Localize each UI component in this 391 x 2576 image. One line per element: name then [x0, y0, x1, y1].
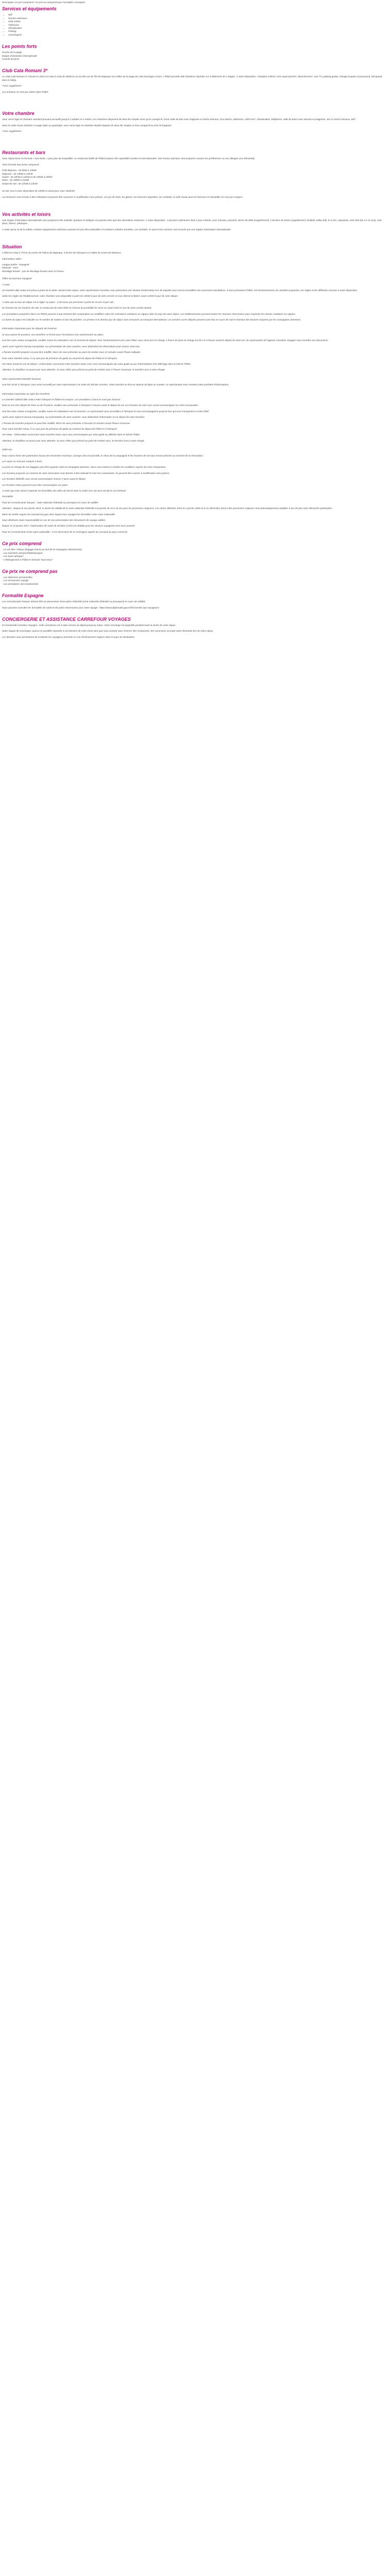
paragraph: Après avoir rejoint le bureau Europeaba, sur présentation de votre voucher, vous obtiendrez les informations pour trouver votre bus. [2, 345, 140, 348]
prix-ne-comprend-section [2, 569, 389, 586]
paragraph: Nous déclinons toute responsabilité en cas de non-présentation des documents de voyage valides. [2, 519, 106, 522]
paragraph: Votre représentant Mondial Tourisme [2, 377, 41, 380]
list-item: • Climatisation [8, 27, 389, 30]
list-item: - Les transferts aéroport/hôtel/aéroport [2, 551, 43, 554]
list-item: • Club enfant [8, 20, 389, 23]
paragraph: À noter que vous devez respecter les formalités des villes de transit dans le cadre d'un vol avec escale le cas échéant. [2, 489, 126, 493]
paragraph: La prise en charge de vos bagages peut être payante selon la compagnie aérienne. Nous vous invitons à vérifier les conditions auprès de votre transporteur. [2, 466, 167, 469]
paragraph: Le transfert collectif aller-retour entre l'aéroport et l'hôtel est compris. Les prestations à bord ne sont pas incluses. [2, 398, 121, 401]
paragraph: À noter qu'au vu de la météo, certains équipements extérieurs peuvent ne pas être praticables et certaines activités annulées. Les activités, le sport et les services sont assurés par une équipe d'animation internationale. [2, 228, 232, 231]
paragraph: Le Club Cala Romani 3* rénové en 2023 est situé à Cala de Mallorca sur la côte est de l'île de Majorque et à 65km de la plage de Cala Domingos Grans. L'hôtel possède 206 chambres réparties sur 3 bâtiments de 4 étages. À votre disposition : réception 24h/24, mini-supermarché*, blanchisserie*, coin TV, parking gratuit, change (espace et passeurs), wifi gratuit dans le lobby. [2, 75, 382, 81]
paragraph: Vous séjournerez en formule « tout inclus » pour plus de tranquillité. Le restaurant buffet de l'hôtel propose des spécialités locales et internationales. Des menus spéciaux sont proposés suivant vos préférences ou vos allergies (sur demande). [2, 157, 255, 160]
paragraph: Vol retour : l'information concernant votre transfert retour vous sera communiquée par votre guide ou affichée dans le hall de l'hôtel. [2, 433, 140, 436]
list-item: - Le vol Aller / Retour (bagage inclus) au tarif de la compagnie sélectionnée) [2, 548, 82, 551]
paragraph: Formalités [2, 495, 13, 498]
fact-line: Office du tourisme espagnol [2, 277, 32, 280]
paragraph: Les ressortissants français doivent être en possession d'une pièce d'identité (carte nationale d'identité ou passeport) en cours de validité. [2, 600, 146, 603]
list-item: • Parking [8, 30, 389, 33]
paragraph: Un bar sera à votre disposition de 10h00 à minuit pour vous rafraîchir. [2, 190, 76, 193]
paragraph: Une fois votre voiture enregistrée, veuillez suivre les indications vers le terminal. Le représentant vous accueillera à l'aéroport et vous accompagnera jusqu'au bus qui vous transportera à votre hôtel. [2, 410, 209, 413]
activites-section [2, 212, 389, 231]
restaurants-title: Restaurants et bars [2, 150, 46, 156]
prix-ne-comprend-title: Ce prix ne comprend pas [2, 568, 58, 574]
club-section [2, 68, 389, 94]
list-item: - Les dépenses personnelles [2, 575, 32, 579]
list-item: - Les taxes aéroport [2, 555, 23, 558]
intro-tabs: Description Ce prix comprend / Ce prix ne comprend pas Formalités Consignes [2, 1, 86, 4]
club-title: Club Cala Romani 3* [2, 68, 48, 74]
paragraph: Pour les ressortissants français : carte nationale d'identité ou passeport en cours de validité. [2, 501, 99, 504]
list-item: - Les prestations non mentionnées [2, 582, 39, 585]
page [0, 0, 391, 650]
prix-comprend-title: Ce prix comprend [2, 541, 42, 547]
paragraph: L'hôtel est situé à 70 km du centre de Palma de Majorque, à 65 km de l'aéroport et à 50km du centre de Manacor. [2, 251, 122, 255]
paragraph: Les animaux ne sont pas admis dans l'hôtel. [2, 90, 49, 93]
paragraph: Attention, le chauffeur ne pourra pas vous attendre. Si vous n'êtes pas présent au point de rendez-vous, le transfert sera à votre charge. [2, 439, 145, 442]
paragraph: Après avoir rejoint le bureau Europeaba, sur présentation de votre voucher, vous obtiendrez l'information sur le départ de votre transfert. [2, 416, 145, 419]
paragraph: En Exclusivité Carrefour Voyages. Cette assistance est à votre service du départ jusqu'au retour. Votre concierge est joignable pendant toute la durée de votre séjour. [2, 623, 176, 626]
restaurants-section [2, 150, 389, 199]
paragraph: Les prestations proposées dans ces hôtels peuvent à tout moment être suspendues ou modifiées selon les restrictions sanitaires en vigueur dans le pays de votre séjour. Les établissements prennent toutes les mesures nécessaires pour respecter les normes sanitaires en vigueur. [2, 312, 296, 315]
conciergerie-section [2, 617, 389, 639]
paragraph: Une fois votre voiture enregistrée, veuillez suivre les indications vers le terminal de départ. Pour l'acheminement vers votre hôtel, vous serez pris en charge. L'heure de prise en charge est de 3 à 4 heures avant le départ de votre vol. Un représentant de l'agence Carrefour Voyages vous remettra vos documents. [2, 339, 329, 342]
paragraph: Les données nous permettront de contacter les voyageurs présents en cas d'événements majeurs dans le pays de destination. [2, 635, 135, 638]
chambre-section [2, 111, 389, 133]
paragraph: Les horaires retour pourront vous être communiqués sur place. [2, 483, 69, 486]
schedule-line: Petit déjeuner : de 8h00 à 10h00 [2, 169, 37, 172]
paragraph: Les boissons sont servies à titre individuel et peuvent être soumises à modification sans préavis. Les jus de fruits, les glaces, les boissons importées, les cocktails, le café moulu ainsi les boissons en bouteilles ne sont pas compris. [2, 195, 243, 198]
fact-line: Monnaie : Euro [2, 266, 19, 269]
paragraph: Une fois arrivé à l'aéroport, vous serez accueilli par votre représentant à la sortie du hall des arrivées. Votre transfert se fera en autocar de ligne ou navette. Le représentant vous remettra votre pochette d'informations. [2, 383, 230, 386]
conciergerie-title: CONCIERGERIE ET ASSISTANCE CARREFOUR VOYAGES [2, 616, 131, 622]
facts-label: Informations utiles : [2, 257, 23, 260]
paragraph: Pour les ressortissants d'une autre nationalité : il est nécessaire de se renseigner auprès du consulat du pays concerné. [2, 530, 128, 533]
list-item: • Télévision [8, 24, 389, 27]
paragraph: Nous pouvons consulter les formalités de santé et de police nécessaires pour votre voyage : https://www.diplomatie.gouv.fr/fr/conseils-aux-voyageurs/ [2, 606, 159, 609]
list-item: • Piscine extérieure [8, 17, 389, 20]
paragraph: *Avec supplément [2, 84, 21, 88]
paragraph: Si vous partez de province, vos transferts se feront avec l'assistance d'un représentant sur place. [2, 333, 104, 336]
situation-section [2, 244, 389, 286]
infos-section [2, 448, 389, 534]
paragraph: Pour votre transfert retour, il n'y aura pas de présence de guide au moment du départ de l'hôtel et à l'aéroport. [2, 427, 118, 430]
services-list [2, 13, 389, 37]
paragraph: Pour votre transfert retour, il n'y aura pas de présence de guide au moment du départ de l'hôtel et à l'aéroport. [2, 357, 118, 360]
paragraph: Depuis le 15 janvier 2017, l'autorisation de sortie du territoire (AST) est rétablie pour les mineurs voyageant sans leurs parents. [2, 524, 136, 528]
paragraph: Les horaires proposés au moment de votre réservation sont donnés à titre indicatif et sont non contractuels. Ils peuvent être soumis à modification sans préavis. [2, 471, 170, 474]
details-section [2, 289, 389, 443]
list-item: Grande terrasse [2, 58, 20, 61]
paragraph: Information importante pour les départs de Province : [2, 327, 58, 330]
paragraph: La durée du séjour est calculée sur le nombre de nuitées et non de journées. Le premier et le dernier jour de séjour sont consacrés au transport international. Les arrivées ou les départs peuvent avoir lieu en cours de nuit en fonction des horaires imposés par les compagnies aériennes. [2, 318, 301, 321]
paragraph: Les repas ne sont pas compris à bord. [2, 460, 43, 463]
paragraph: Dans le cas d'un départ de Paris ou de Province, veuillez vous présenter à l'aéroport 2 heures avant le départ du vol. Les horaires de vols vous seront communiqués sur votre convocation. [2, 404, 199, 407]
paragraph: Attention, le chauffeur ne pourra pas vous attendre. Si vous n'êtes pas présent au point de rendez-vous à l'heure convenue, le transfert sera à votre charge. [2, 368, 166, 371]
schedule-line: Déjeuner : de 13h00 à 14h30 [2, 172, 33, 175]
paragraph: L'horaire de transfert proposé ne peut être modifié. Merci de vous présenter à l'accueil 15 minutes avant l'heure convenue. [2, 421, 131, 425]
points-forts-section [2, 44, 389, 61]
points-forts-title: Les points forts [2, 44, 37, 49]
list-item: • Wifi [8, 13, 389, 16]
list-item: Proche de la plage [2, 51, 22, 54]
paragraph: Notre équipe de concierges, pourra en parallèle répondre à vos besoins de votre choix ainsi que vous assister pour réserver des restaurants, des excursions ou toute autre demande lors de votre séjour. [2, 630, 214, 633]
paragraph: Merci de vérifier auprès du consulat du pays dans lequel vous voyagez les formalités selon votre nationalité. [2, 513, 116, 516]
paragraph: Une équipe d'animation internationale vous proposera des activités sportives et ludiques en journée ainsi que des animations nocturnes. À votre disposition : 4 piscines extérieures dont 2 pour enfants, avec transats, parasols, tennis de table (supplément*), 2 terrains de tennis (supplément*), football, volley-ball, tir à l'arc, waterpolo, mini-club (de 4 à 12 ans), mini-disco, fitness, pétanque... [2, 218, 382, 225]
paragraph: Hôtel non [2, 448, 12, 451]
paragraph: En fonction de vos horaires de vols, le restaurant de votre hôtel se réserve la possibilité de servir un repas froid en vue de votre arrivée tardive. [2, 307, 152, 310]
services-title: Services et équipements [2, 6, 57, 12]
paragraph: Dans le cadre d'une chambre à usage triple ou quadruple, vous serez logé en chambre double équipée de deux lits simples et d'un canapé-lit ou d'un lit d'appoint. [2, 124, 172, 127]
paragraph: Vous serez logé en chambre standard pouvant accueillir jusqu'à 2 adultes et 1 enfant. Les chambres disposent de deux lits simples ainsi qu'un canapé-lit, d'une salle de bain avec baignoire et sèche-cheveux, d'un balcon, télévision, coffre-fort*, climatisation, téléphone, salle de bains avec douche ou baignoire, WC et sèche-cheveux, wifi*. [2, 118, 356, 121]
list-item: Equipe d'animation internationale [2, 54, 37, 57]
paragraph: Votre formule tout inclus comprend : [2, 163, 40, 166]
formalites-section [2, 593, 389, 609]
schedule-line: Dîner : de 19h00 à 21h00 [2, 179, 29, 182]
paragraph: Vol retour tenant le soir du départ. L'information concernant votre transfert retour vous sera communiquée par votre guide ou par l'intermédiaire d'un affichage dans le hall de l'hôtel. [2, 362, 191, 365]
paragraph: Les horaires définitifs vous seront communiqués environ 7 jours avant le départ. [2, 478, 86, 481]
paragraph: Attention : Depuis le 1er janvier 2014, la durée de validité de la carte nationale d'identité est passée de 10 à 15 ans pour les personnes majeures. Les cartes délivrées entre le 2 janvier 2004 et le 31 décembre 2013 à des personnes majeures sont automatiquement valables 5 ans de plus sans démarche particulière. [2, 507, 333, 510]
prix-comprend-section [2, 541, 389, 562]
situation-title: Situation [2, 244, 22, 250]
activites-title: Vos activités et loisirs [2, 211, 51, 217]
schedule-line: Snack de nuit : de 21h00 à 22h30 [2, 182, 38, 185]
fact-line: À noter [2, 283, 10, 286]
chambre-title: Votre chambre [2, 111, 35, 116]
paragraph: Un transfert aller-retour est prévu à partir de la Sicile. Durant votre séjour, votre représentant Carrefour vous présentera une réunion d'information lors de laquelle vous seront conseillées des excursions facultatives. Il vous présentera l'hôtel, son fonctionnement, les activités proposées, les règles et les différents services à votre disposition. [2, 289, 358, 292]
formalites-title: Formalité Espagne [2, 593, 44, 599]
fact-line: Langue parlée : Espagnol [2, 263, 29, 266]
paragraph: Nous avons choisi des partenaires locaux de renommée reconnue. Lorsque cela est possible, le choix de la compagnie et les horaires de vol vous seront précisés au moment de la réservation. [2, 454, 204, 457]
services-section [2, 6, 389, 37]
list-item: - Les assurances voyage [2, 579, 29, 582]
list-item: • Conciergerie [8, 33, 389, 37]
paragraph: *Avec supplément [2, 129, 21, 132]
paragraph: Selon les règles de l'établissement, votre chambre sera disponible à partir de 14h00 le jour de votre arrivée et vous devrez la libérer avant 12h00 le jour de votre départ. [2, 295, 178, 298]
paragraph: L'horaire transfert proposé ne peut être modifié. Merci de vous présenter au point de rendez-vous 15 minutes avant l'heure indiquée. [2, 351, 141, 354]
fact-line: Décalage horaire : pas de décalage horaire avec la France [2, 269, 64, 273]
paragraph: À noter que la taxe de séjour est à régler sur place : 2,50 euros par personne à partir de 16 ans et par nuit. [2, 300, 114, 303]
paragraph: Information importante au sujet des transferts [2, 392, 50, 395]
schedule-line: Snack : de 10h30 à 12h30 et de 15h00 à 18h00 [2, 175, 53, 178]
list-item: - L'hébergement à l'hôtel en formule "tout inclus" [2, 558, 53, 561]
